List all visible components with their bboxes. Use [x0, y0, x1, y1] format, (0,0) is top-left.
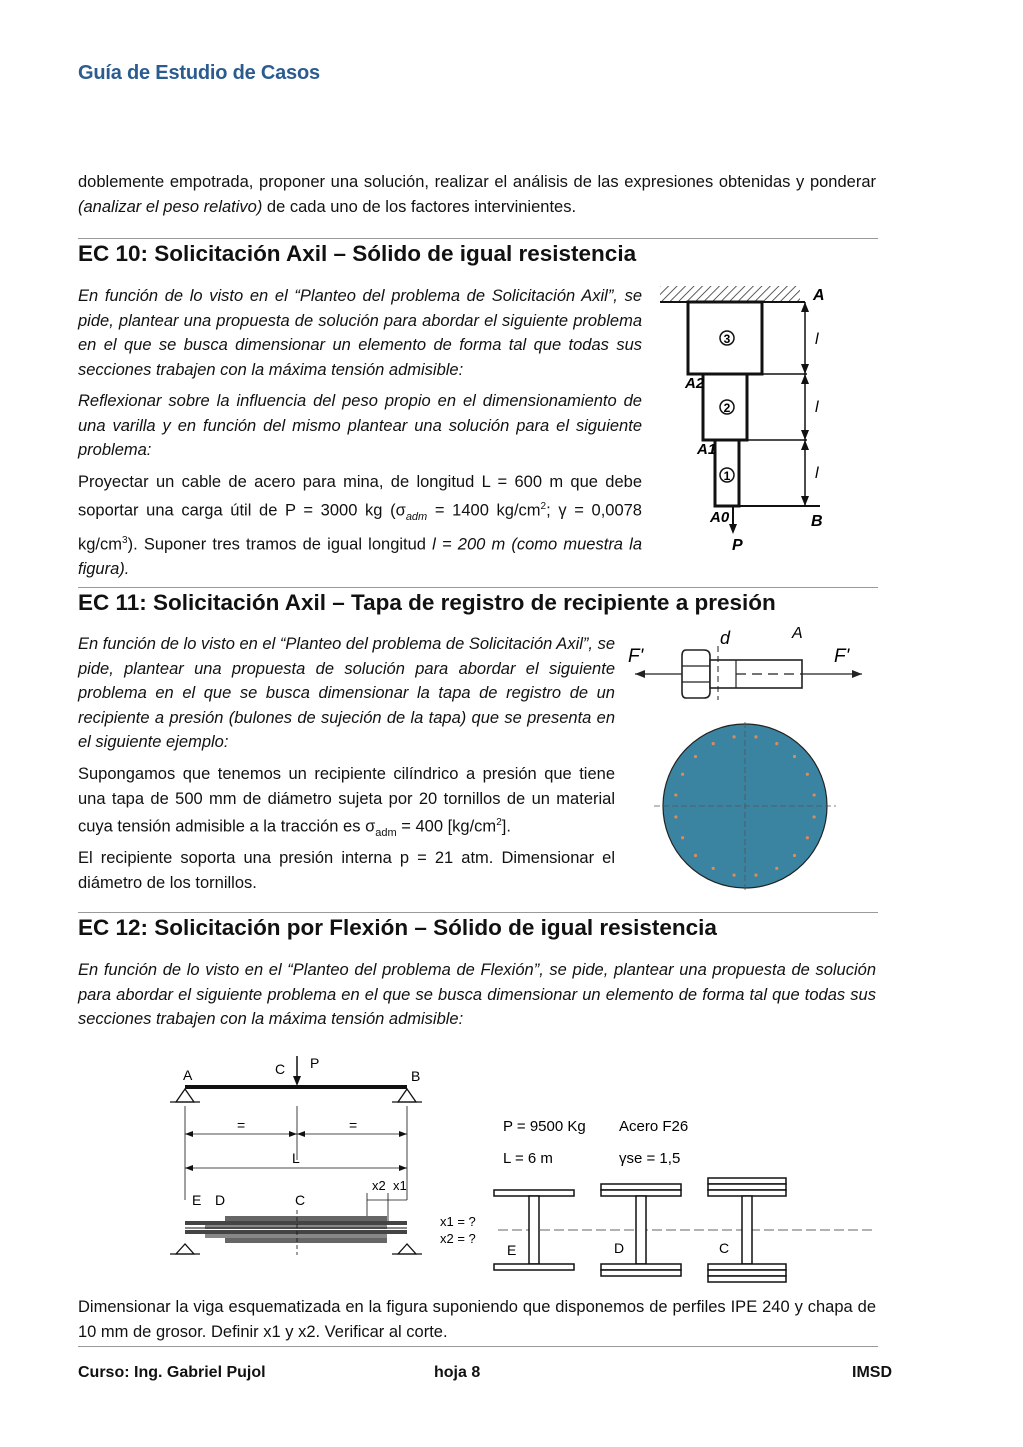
- label-C-2: C: [295, 1192, 306, 1208]
- section-divider: [78, 238, 878, 239]
- label-D: D: [215, 1192, 226, 1208]
- label-P: P: [732, 537, 743, 554]
- reinforced-beam: [185, 1216, 407, 1243]
- ec10-p3-c: ; γ = 0,0078 kg/cm: [78, 501, 642, 554]
- label-A1: A1: [697, 441, 717, 458]
- data-gamma: γse = 1,5: [619, 1150, 681, 1167]
- ec11-paragraph-3: El recipiente soporta una presión interna p = 21 atm. Dimensionar el diámetro de los tornillos.: [78, 849, 615, 892]
- label-F-left: F': [628, 646, 644, 667]
- fixed-support-hatch: [660, 286, 800, 302]
- ec10-paragraph-2: Reflexionar sobre la influencia del peso propio en el dimensionamiento de una varilla y en función del mismo plantear una solución para el siguiente problema:: [78, 392, 642, 459]
- footer-page: hoja 8: [434, 1364, 481, 1381]
- ec11-bolt-figure: [630, 622, 870, 712]
- support-B: [398, 1089, 416, 1102]
- intro-paragraph: [78, 170, 876, 219]
- label-E: E: [192, 1192, 202, 1208]
- label-C: C: [275, 1061, 286, 1077]
- label-A: A: [813, 287, 825, 304]
- ec10-p3-b: = 1400 kg/cm: [427, 501, 541, 519]
- ec11-heading: EC 11: Solicitación Axil – Tapa de registro de recipiente a presión: [78, 590, 776, 615]
- footer-course: Curso: Ing. Gabriel Pujol: [78, 1364, 266, 1381]
- ec10-paragraph-3: [78, 470, 642, 581]
- label-x1-question: x1 = ?: [440, 1214, 476, 1229]
- bolt-hole: [775, 867, 778, 870]
- segment-1-label: 1: [723, 469, 731, 483]
- label-A: A: [183, 1067, 193, 1083]
- bolt-hole: [793, 755, 796, 758]
- ec10-heading: EC 10: Solicitación Axil – Sólido de igual resistencia: [78, 241, 637, 266]
- ec11-p2-a: Supongamos que tenemos un recipiente cilíndrico a presión que tiene una tapa de 500 mm de diámetro sujeta por 20 tornillos de un material cuya tensión admisible a la tracción es: [78, 765, 615, 836]
- ec12-heading: EC 12: Solicitación por Flexión – Sólido de igual resistencia: [78, 915, 717, 940]
- footer-divider: [78, 1346, 878, 1347]
- bolt-hole: [712, 867, 715, 870]
- ec10-paragraph-1: En función de lo visto en el “Planteo del problema de Solicitación Axil”, se pide, plantear una propuesta de solución para abordar el siguiente problema en el que se busca dimensionar un elemento de forma tal que todas sus secciones trabajen con la máxima tensión admisible:: [78, 287, 642, 379]
- bolt-hole: [674, 815, 677, 818]
- label-x2-question: x2 = ?: [440, 1231, 476, 1246]
- bolt-hole: [793, 854, 796, 857]
- sup-2: 2: [496, 817, 502, 828]
- intro-italic: (analizar el peso relativo): [78, 197, 263, 216]
- footer-institution: IMSD: [852, 1364, 892, 1381]
- bolt-hole: [806, 836, 809, 839]
- section-D-label: D: [614, 1240, 625, 1256]
- bolt-hole: [806, 773, 809, 776]
- ec10-p3-a: Proyectar un cable de acero para mina, de longitud L = 600 m que debe soportar una carga útil de P = 3000 kg (: [78, 473, 642, 519]
- bolt-hole: [681, 773, 684, 776]
- data-P: P = 9500 Kg: [503, 1118, 586, 1135]
- label-x2: x2: [372, 1178, 386, 1193]
- label-B: B: [411, 1068, 421, 1084]
- bolt-hole: [674, 793, 677, 796]
- label-x1: x1: [393, 1178, 407, 1193]
- bolt-hole: [694, 755, 697, 758]
- section-divider: [78, 912, 878, 913]
- ec11-lid-figure: [650, 722, 840, 890]
- sup-2: 2: [540, 500, 547, 512]
- bolt-head: [682, 650, 710, 698]
- ec10-p3-e: l = 200 m (como muestra la figura).: [78, 535, 642, 578]
- label-A2: A2: [685, 375, 705, 392]
- ec10-p3-d: ). Suponer tres tramos de igual longitud: [127, 535, 433, 554]
- bolt-hole: [732, 735, 735, 738]
- data-steel: Acero F26: [619, 1118, 689, 1135]
- bolt-hole: [712, 742, 715, 745]
- sigma-symbol: σ: [365, 817, 376, 836]
- label-A0: A0: [710, 509, 730, 526]
- segment-3-label: 3: [723, 332, 731, 346]
- bolt-hole: [694, 854, 697, 857]
- label-F-right: F': [834, 646, 850, 667]
- ec11-p2-c: ].: [501, 817, 511, 836]
- adm-subscript: adm: [405, 510, 428, 523]
- section-C: [708, 1178, 786, 1282]
- sup-3: 3: [122, 534, 128, 546]
- ec11-p2-b: = 400 [kg/cm: [396, 817, 497, 836]
- label-l-3: l: [815, 331, 819, 348]
- segment-2-label: 2: [723, 401, 731, 415]
- intro-text: doblemente empotrada, proponer una solución, realizar el análisis de las expresiones obtenidas y ponderar: [78, 173, 876, 191]
- label-d: d: [720, 628, 731, 648]
- section-C-label: C: [719, 1240, 730, 1256]
- label-l-1: l: [815, 465, 819, 482]
- label-equal-right: =: [349, 1117, 358, 1133]
- support-A: [176, 1089, 194, 1102]
- section-divider: [78, 587, 878, 588]
- ec12-paragraph-2: Dimensionar la viga esquematizada en la figura suponiendo que disponemos de perfiles IPE 240 y chapa de 10 mm de grosor. Definir x1 y x2. Verificar al corte.: [78, 1298, 876, 1341]
- bolt-hole: [813, 793, 816, 796]
- ec10-stepped-bar-figure: [655, 282, 845, 557]
- ec12-paragraph-1: En función de lo visto en el “Planteo del problema de Flexión”, se pide, plantear una propuesta de solución para abordar el siguiente problema en el que se busca dimensionar un elemento de forma tal que todas sus secciones trabajen con la máxima tensión admisible:: [78, 961, 876, 1028]
- ec11-paragraph-2: [78, 762, 615, 845]
- label-A: A: [792, 625, 803, 642]
- adm-subscript: adm: [375, 826, 397, 839]
- label-B: B: [811, 513, 823, 530]
- bolt-hole: [813, 815, 816, 818]
- label-l-2: l: [815, 399, 819, 416]
- bolt-hole: [775, 742, 778, 745]
- bolt-hole: [681, 836, 684, 839]
- ec11-paragraph-1: En función de lo visto en el “Planteo del problema de Solicitación Axil”, se pide, plantear una propuesta de solución para abordar el siguiente problema en el que se busca dimensionar la tapa de registro de un recipiente a presión (bulones de sujeción de la tapa) que se presenta en el siguiente ejemplo:: [78, 635, 615, 751]
- section-E-label: E: [507, 1242, 517, 1258]
- page-header-title: Guía de Estudio de Casos: [78, 62, 320, 84]
- label-P: P: [310, 1055, 320, 1071]
- label-L: L: [292, 1150, 300, 1166]
- data-L: L = 6 m: [503, 1150, 553, 1167]
- intro-text-end: de cada uno de los factores intervinientes.: [262, 197, 577, 216]
- bolt-hole: [754, 735, 757, 738]
- sigma-symbol: σ: [395, 501, 406, 519]
- bolt-hole: [732, 874, 735, 877]
- bolt-hole: [754, 874, 757, 877]
- label-equal-left: =: [237, 1117, 246, 1133]
- ec12-beam-figure: [160, 1050, 880, 1290]
